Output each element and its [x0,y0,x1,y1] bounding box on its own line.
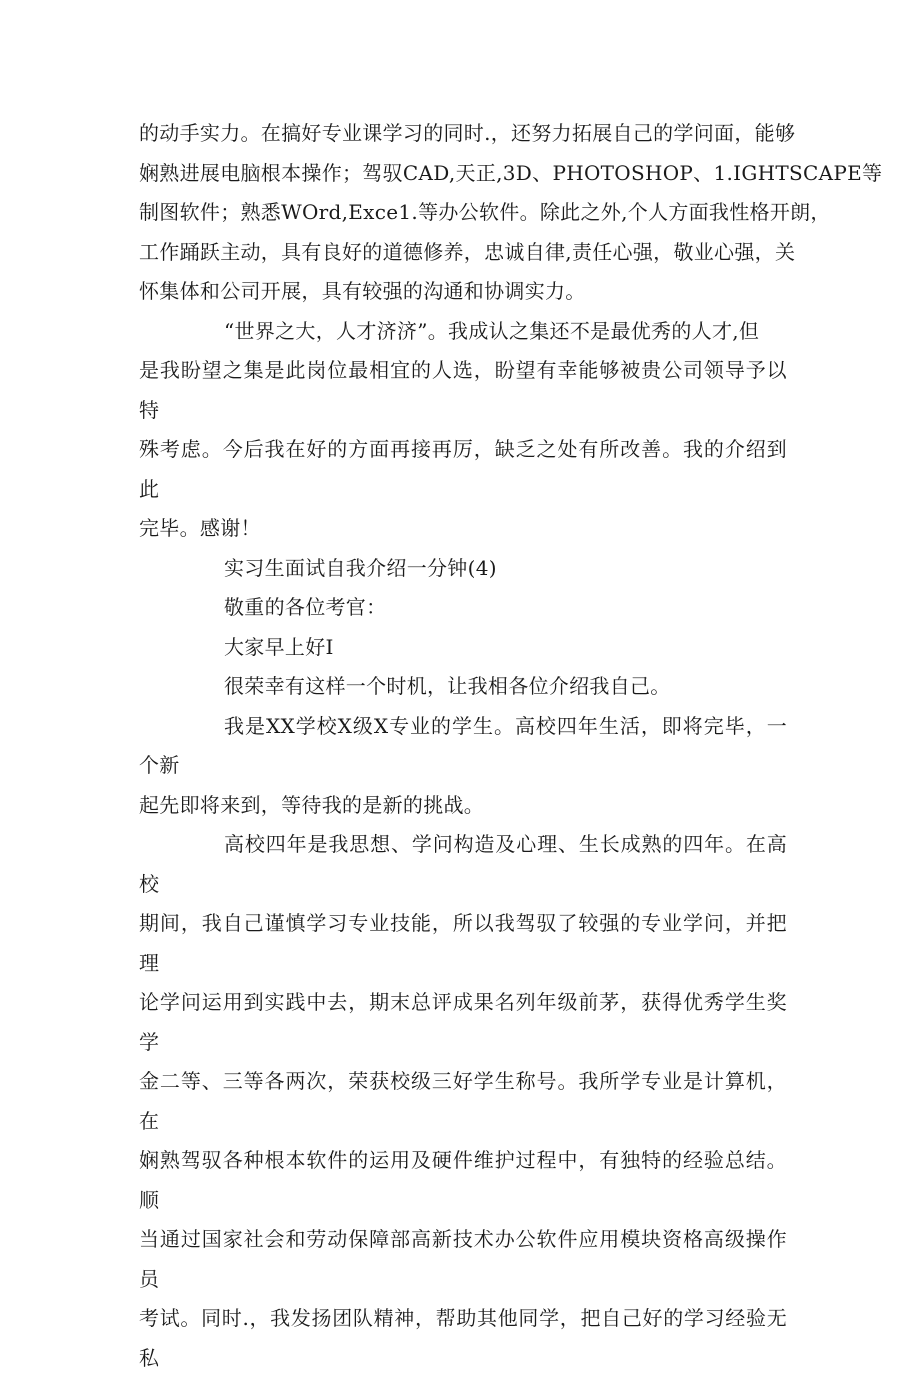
text-line: 大家早上好I [224,634,334,659]
text-line: 怀集体和公司开展，具有较强的沟通和协调实力。 [139,279,586,303]
paragraph-skills [139,114,883,312]
text-line: 制图软件；熟悉WOrd,Exce1.等办公软件。除此之外,个人方面我性格开朗， [139,200,831,224]
greeting [139,628,787,668]
paragraph-intro [139,667,787,707]
text-line: 很荣幸有这样一个时机，让我相各位介绍我自己。 [224,674,671,698]
text-line: 殊考虑。今后我在好的方面再接再厉，缺乏之处有所改善。我的介绍到此 [139,437,787,501]
paragraph-background [139,707,787,826]
section-heading [139,549,787,589]
text-line: 是我盼望之集是此岗位最相宜的人选，盼望有幸能够被贵公司领导予以特 [139,358,787,422]
text-line: 实习生面试自我介绍一分钟(4) [224,555,497,580]
text-line: 敬重的各位考官： [224,595,387,619]
text-line: 当通过国家社会和劳动保障部高新技术办公软件应用模块资格高级操作员 [139,1227,787,1291]
text-line: 工作踊跃主动，具有良好的道德修养，忠诚自律,责任心强，敬业心强，关 [139,239,796,264]
text-line: 的动手实力。在搞好专业课学习的同时.，还努力拓展自己的学问面，能够 [139,121,796,145]
paragraph-closing [139,312,787,549]
text-line: 金二等、三等各两次，荣获校级三好学生称号。我所学专业是计算机，在 [139,1069,787,1133]
salutation [139,588,787,628]
text-line: 论学问运用到实践中去，期末总评成果名列年级前茅，获得优秀学生奖学 [139,990,787,1054]
paragraph-university [139,825,787,1378]
document-body [139,114,883,1378]
text-line: “世界之大，人才济济”。我成认之集还不是最优秀的人才,但 [224,318,760,343]
text-line: 我是XX学校X级X专业的学生。高校四年生活，即将完毕，一个新 [139,713,787,777]
text-line: 起先即将来到，等待我的是新的挑战。 [139,792,485,817]
text-line: 考试。同时.，我发扬团队精神，帮助其他同学，把自己好的学习经验无私 [139,1306,787,1370]
text-line: 完毕。感谢！ [139,516,261,540]
text-line: 高校四年是我思想、学问构造及心理、生长成熟的四年。在高校 [139,832,787,896]
text-line: 娴熟进展电脑根本操作；驾驭CAD,天正,3D、PHOTOSHOP、1.IGHTSCAPE等 [139,160,883,185]
text-line: 娴熟驾驭各种根本软件的运用及硬件维护过程中，有独特的经验总结。顺 [139,1148,787,1212]
text-line: 期间，我自己谨慎学习专业技能，所以我驾驭了较强的专业学问，并把理 [139,911,787,975]
